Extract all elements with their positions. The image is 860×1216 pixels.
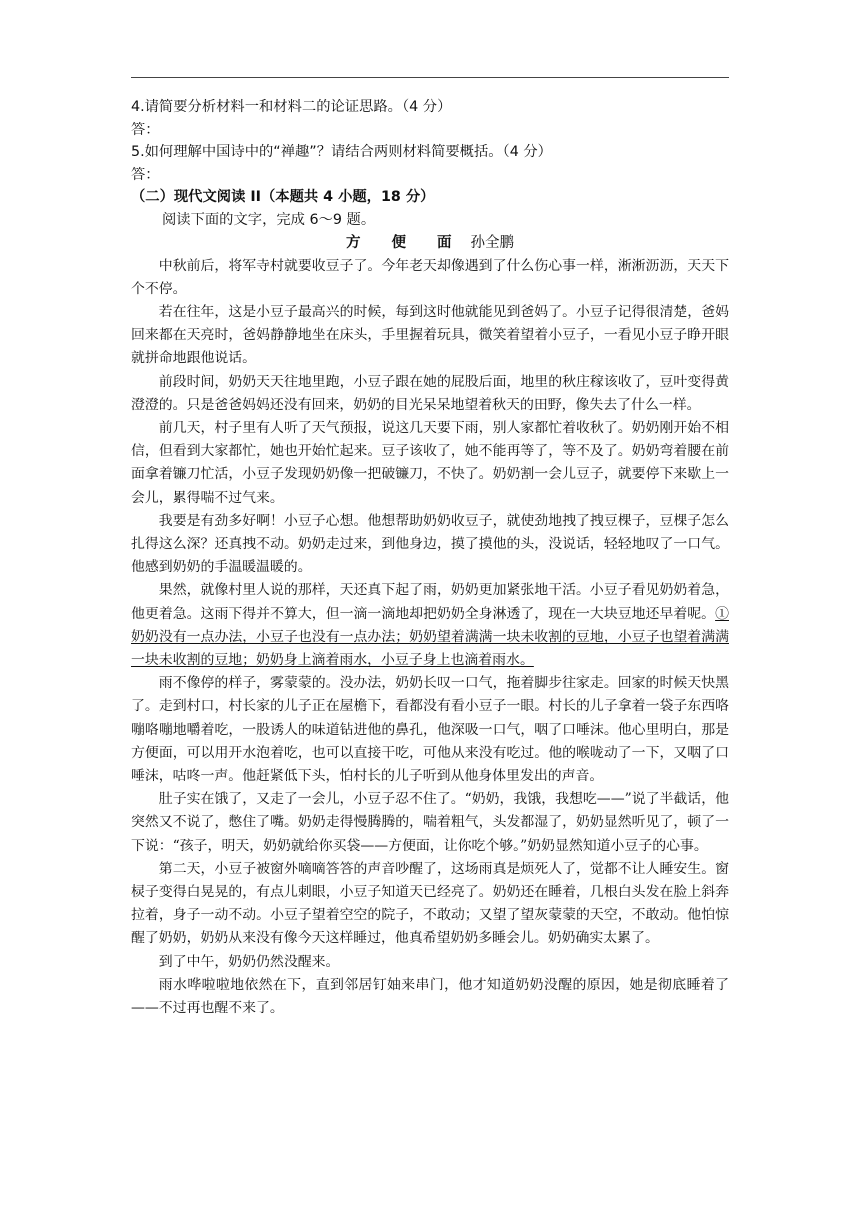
story-author: 孙全鹏 [470,234,515,251]
story-title-row [131,231,729,255]
paragraph: 前段时间，奶奶天天往地里跑，小豆子跟在她的屁股后面，地里的秋庄稼该收了，豆叶变得黄澄澄的。只是爸爸妈妈还没有回来，奶奶的目光呆呆地望着秋天的田野，像失去了什么一样。 [131,373,729,413]
page-content [131,96,729,1020]
underlined-passage-1: ①奶奶没有一点办法，小豆子也没有一点办法；奶奶望着满满一块未收割的豆地，小豆子也望着满满一块未收割的豆地；奶奶身上滴着雨水，小豆子身上也滴着雨水。 [131,605,729,669]
paragraph: 雨不像停的样子，雾蒙蒙的。没办法，奶奶长叹一口气，拖着脚步往家走。回家的时候天快黑了。走到村口，村长家的儿子正在屋檐下，看都没有看小豆子一眼。村长的儿子拿着一袋子东西咯嘣咯嘣地嚼着吃，一股诱人的味道钻进他的鼻孔，他深吸一口气，咽了口唾沫。他心里明白，那是方便面，可以用开水泡着吃，也可以直接干吃，可他从来没有吃过。他的喉咙动了一下，又咽了口唾沫，咕咚一声。他赶紧低下头，怕村长的儿子听到从他身体里发出的声音。 [131,675,729,785]
answer-4: 答： [131,121,160,138]
question-5: 5.如何理解中国诗中的“禅趣”？请结合两则材料简要概括。（4 分） [131,144,552,161]
answer-5: 答： [131,166,160,183]
section-heading: （二）现代文阅读 II（本题共 4 小题，18 分） [131,189,435,206]
paragraph: 肚子实在饿了，又走了一会儿，小豆子忍不住了。“奶奶，我饿，我想吃——”说了半截话，他突然又不说了，憋住了嘴。奶奶走得慢腾腾的，喘着粗气，头发都湿了，奶奶显然听见了，顿了一下说：“孩子，明天，奶奶就给你买袋——方便面，让你吃个够。”奶奶显然知道小豆子的心事。 [131,791,729,854]
header-rule [131,77,729,78]
reading-instruction: 阅读下面的文字，完成 6～9 题。 [162,211,376,228]
paragraph: 到了中午，奶奶仍然没醒来。 [158,953,340,970]
paragraph: 雨水哗啦啦地依然在下，直到邻居钉妯来串门，他才知道奶奶没醒的原因，她是彻底睡着了——不过再也醒不来了。 [131,976,729,1017]
story-body [131,255,729,1021]
story-title: 方 便 面 [345,233,465,251]
paragraph: 果然，就像村里人说的那样，天还真下起了雨，奶奶更加紧张地干活。小豆子看见奶奶着急，他更着急。这雨下得并不算大，但一滴一滴地却把奶奶全身淋透了，现在一大块豆地还早着呢。①奶奶没有一点办法，小豆子也没有一点办法；奶奶望着满满一块未收割的豆地，小豆子也望着满满一块未收割的豆地；奶奶身上滴着雨水，小豆子身上也滴着雨水。 [131,582,729,669]
paragraph: 前几天，村子里有人听了天气预报，说这几天要下雨，别人家都忙着收秋了。奶奶刚开始不相信，但看到大家都忙，她也开始忙起来。豆子该收了，她不能再等了，等不及了。奶奶弯着腰在前面拿着镰刀忙活，小豆子发现奶奶像一把破镰刀，不快了。奶奶割一会儿豆子，就要停下来歇上一会儿，累得喘不过气来。 [131,419,729,506]
paragraph: 第二天，小豆子被窗外嘀嘀答答的声音吵醒了，这场雨真是烦死人了，觉都不让人睡安生。窗棂子变得白晃晃的，有点儿刺眼，小豆子知道天已经亮了。奶奶还在睡着，几根白头发在脸上斜奔拉着，身子一动不动。小豆子望着空空的院子，不敢动；又望了望灰蒙蒙的天空，不敢动。他怕惊醒了奶奶，奶奶从来没有像今天这样睡过，他真希望奶奶多睡会儿。奶奶确实太累了。 [131,860,729,947]
paragraph: 若在往年，这是小豆子最高兴的时候，每到这时他就能见到爸妈了。小豆子记得很清楚，爸妈回来都在天亮时，爸妈静静地坐在床头，手里握着玩具，微笑着望着小豆子，一看见小豆子睁开眼就拼命地跟他说话。 [131,303,729,367]
question-4: 4.请简要分析材料一和材料二的论证思路。（4 分） [131,99,452,115]
paragraph: 我要是有劲多好啊！小豆子心想。他想帮助奶奶收豆子，就使劲地拽了拽豆棵子，豆棵子怎么扎得这么深？还真拽不动。奶奶走过来，到他身边，摸了摸他的头，没说话，轻轻地叹了一口气。他感到奶奶的手温暖温暖的。 [131,512,729,576]
paragraph: 中秋前后，将军寺村就要收豆子了。今年老天却像遇到了什么伤心事一样，淅淅沥沥，天天下个不停。 [131,257,729,297]
